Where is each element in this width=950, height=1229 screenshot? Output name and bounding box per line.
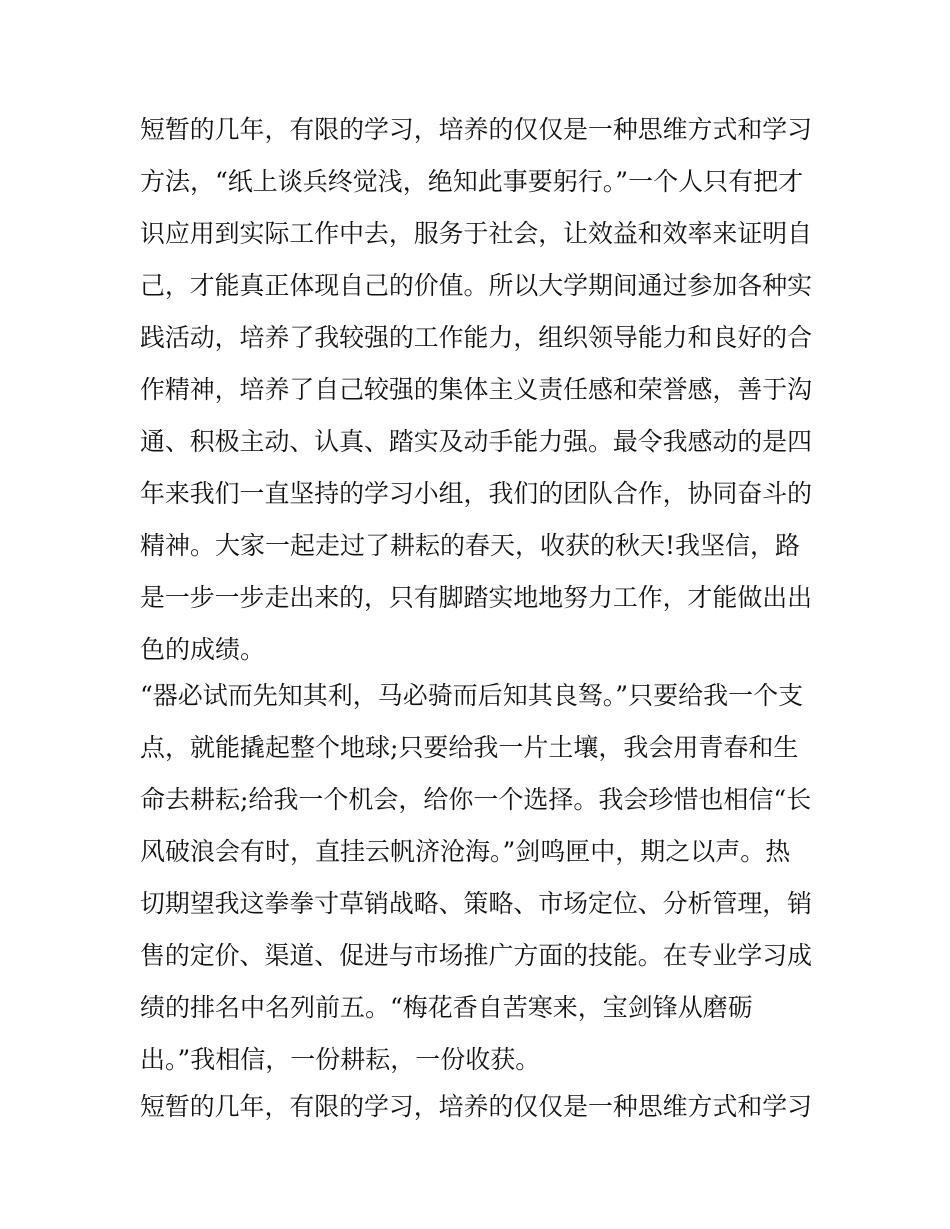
paragraph-1-line-1: 短暂的几年，有限的学习，培养的仅仅是一种思维方式和学习 [140,115,813,144]
paragraph-1-line-7: 通、积极主动、认真、踏实及动手能力强。最令我感动的是四 [140,427,813,456]
paragraph-1-line-10: 是一步一步走出来的，只有脚踏实地地努力工作，才能做出出 [140,583,813,612]
paragraph-1-line-9: 精神。大家一起走过了耕耘的春天，收获的秋天!我坚信，路 [140,531,801,560]
paragraph-1-line-6: 作精神，培养了自己较强的集体主义责任感和荣誉感，善于沟 [140,375,813,404]
paragraph-1-line-4: 己，才能真正体现自己的价值。所以大学期间通过参加各种实 [140,271,813,300]
paragraph-2-line-4: 风破浪会有时，直挂云帆济沧海。”剑鸣匣中，期之以声。热 [140,837,791,866]
paragraph-1-line-8: 年来我们一直坚持的学习小组，我们的团队合作，协同奋斗的 [140,479,813,508]
paragraph-2-line-7: 绩的排名中名列前五。“梅花香自苦寒来，宝剑锋从磨砺 [140,993,753,1022]
paragraph-2-line-1: “器必试而先知其利，马必骑而后知其良驽。”只要给我一个支 [140,681,804,710]
paragraph-3-line-1: 短暂的几年，有限的学习，培养的仅仅是一种思维方式和学习 [140,1092,813,1121]
paragraph-2-line-2: 点，就能撬起整个地球;只要给我一片土壤，我会用青春和生 [140,733,799,762]
paragraph-2-line-8: 出。”我相信，一份耕耘，一份收获。 [140,1045,541,1074]
paragraph-1-line-11: 色的成绩。 [140,635,266,664]
paragraph-2-line-3: 命去耕耘;给我一个机会，给你一个选择。我会珍惜也相信“长 [140,785,812,814]
paragraph-1-line-5: 践活动，培养了我较强的工作能力，组织领导能力和良好的合 [140,323,813,352]
paragraph-2-line-6: 售的定价、渠道、促进与市场推广方面的技能。在专业学习成 [140,941,813,970]
paragraph-1-line-3: 识应用到实际工作中去，服务于社会，让效益和效率来证明自 [140,219,813,248]
paragraph-1-line-2: 方法，“纸上谈兵终觉浅，绝知此事要躬行。”一个人只有把才 [140,167,804,196]
paragraph-2-line-5: 切期望我这拳拳寸草销战略、策略、市场定位、分析管理，销 [140,889,813,918]
